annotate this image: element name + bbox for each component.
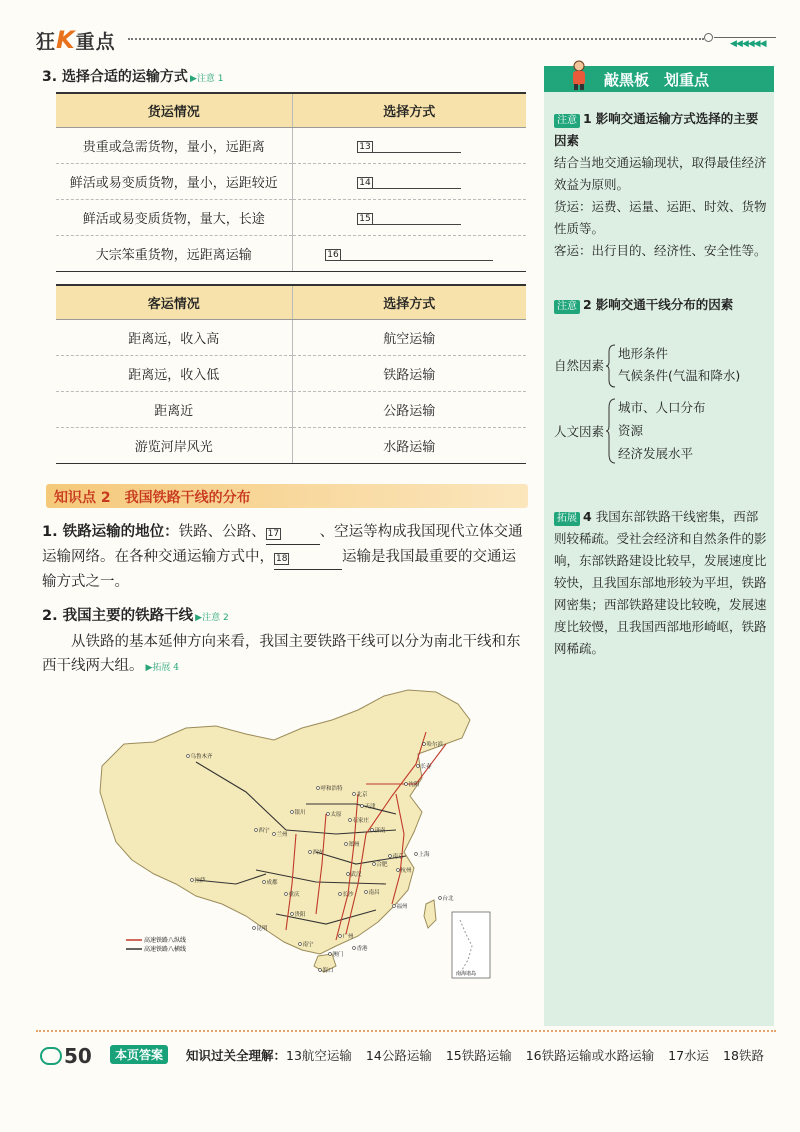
city-label: 南昌	[368, 890, 380, 896]
header-arrow-ornament: ◀◀◀◀◀◀	[730, 39, 766, 49]
railway-groups-paragraph: 从铁路的基本延伸方向来看，我国主要铁路干线可以分为南北干线和东西干线两大组。 ▶拓展 4	[42, 634, 521, 674]
city-label: 香港	[356, 946, 368, 952]
city-marker	[339, 893, 342, 896]
note-2-tag: 注意	[554, 300, 580, 314]
city-marker	[347, 873, 350, 876]
answers-tag: 本页答案	[110, 1045, 168, 1064]
page-number: 50	[40, 1044, 92, 1068]
city-marker	[373, 863, 376, 866]
city-marker	[291, 913, 294, 916]
note-1-link[interactable]: ▶注意 1	[189, 74, 224, 84]
passenger-situation: 距离近	[56, 391, 292, 427]
city-label: 太原	[330, 812, 342, 818]
note-1-block: 注意 1 影响交通运输方式选择的主要因素 结合当地交通运输现状，取得最佳经济效益为原则。 货运：运费、运量、运距、时效、货物性质等。 客运：出行目的、经济性、安全性等。	[554, 111, 767, 258]
city-label: 昆明	[256, 926, 268, 932]
city-marker	[345, 843, 348, 846]
extension-4-tag: 拓展	[554, 512, 580, 526]
extension-4-block: 拓展 4 我国东部铁路干线密集，西部则较稀疏。受社会经济和自然条件的影响，东部铁路建设比较早，发展速度比较快，且我国东部地形较为平坦，铁路网密集；西部铁路建设比较晚，发展速度比较慢，且我国西部地形崎岖，铁路网稀疏。	[554, 509, 767, 656]
city-label: 武汉	[350, 872, 362, 878]
blank-18[interactable]: 18	[274, 545, 342, 570]
city-marker	[255, 829, 258, 832]
freight-choice-cell	[292, 163, 526, 199]
clock-icon	[40, 1047, 62, 1065]
passenger-choice: 水路运输	[292, 427, 526, 463]
city-label: 沈阳	[408, 782, 420, 788]
city-label: 重庆	[288, 892, 300, 898]
city-label: 拉萨	[194, 878, 206, 884]
city-marker	[319, 969, 322, 972]
header-solid-rule	[714, 37, 776, 38]
city-label: 合肥	[376, 862, 388, 868]
passenger-row	[56, 319, 526, 355]
city-marker	[285, 893, 288, 896]
header-dotted-rule	[128, 38, 704, 40]
brace-icon	[606, 398, 616, 464]
city-label: 福州	[396, 904, 408, 910]
brand-logo: 狂K重点	[36, 26, 116, 54]
answer-item: 13航空运输	[286, 1048, 352, 1063]
freight-situation: 鲜活或易变质货物，量小，运距较近	[56, 163, 292, 199]
freight-situation: 贵重或急需货物，量小，远距离	[56, 127, 292, 163]
answer-item: 17水运	[668, 1048, 710, 1063]
city-marker	[309, 851, 312, 854]
passenger-choice: 铁路运输	[292, 355, 526, 391]
freight-table	[56, 92, 526, 272]
city-label: 西宁	[258, 828, 270, 834]
city-label: 银川	[294, 810, 306, 816]
header-circle-ornament	[704, 33, 713, 42]
legend-vertical: 高速铁路八纵线	[144, 937, 187, 944]
city-marker	[353, 793, 356, 796]
city-marker	[361, 805, 364, 808]
freight-situation: 大宗笨重货物，远距离运输	[56, 235, 292, 271]
inset-label: 南海诸岛	[456, 971, 477, 977]
answers-text: 知识过关全理解：13航空运输 14公路运输 15铁路运输 16铁路运输或水路运输 17水运 18铁路	[186, 1048, 764, 1063]
passenger-choice: 航空运输	[292, 319, 526, 355]
city-marker	[439, 897, 442, 900]
brace-icon	[606, 344, 616, 388]
city-marker	[423, 743, 426, 746]
note-1-tag: 注意	[554, 114, 580, 128]
china-railway-map	[96, 684, 496, 984]
city-marker	[349, 819, 352, 822]
freight-situation: 鲜活或易变质货物，量大，长途	[56, 199, 292, 235]
key-points-panel: 敲黑板 划重点 注意 1 影响交通运输方式选择的主要因素 结合当地交通运输现状，取得最佳经济效益为原则。 货运：运费、运量、运距、时效、货物性质等。 客运：出行目的、经济性、安全性等。 注意 2 影响交通干线分布的因素 自然因素 地形条件 气候条件(气温和降水) 人文因素 城市、人口分布 资源 经济发展水平 拓展 4 我国东部铁路干线密集，西部则较稀疏。受社会经济和自然条件的影响，东部铁路建设比较早，发展速度比较快，且我国东部地形较为平坦，铁路网密集；西部铁路建设比较晚，发展速度比较慢，且我国西部地形崎岖，铁路网稀疏。	[544, 66, 774, 1026]
answer-blank[interactable]: 13	[357, 138, 461, 153]
city-label: 乌鲁木齐	[190, 754, 213, 760]
city-marker	[405, 783, 408, 786]
section-3-title: 3. 选择合适的运输方式 ▶注意 1	[42, 69, 224, 85]
answer-blank[interactable]: 16	[325, 246, 493, 261]
note-2-block: 注意 2 影响交通干线分布的因素	[554, 294, 770, 316]
passenger-choice: 公路运输	[292, 391, 526, 427]
blank-17[interactable]: 17	[266, 520, 320, 545]
passenger-situation: 距离远，收入低	[56, 355, 292, 391]
city-marker	[253, 927, 256, 930]
freight-row	[56, 235, 526, 271]
freight-row	[56, 127, 526, 163]
city-label: 长沙	[342, 892, 354, 898]
city-label: 杭州	[400, 868, 412, 874]
passenger-table	[56, 284, 526, 464]
answer-item: 16铁路运输或水路运输	[525, 1048, 655, 1063]
city-label: 哈尔滨	[426, 742, 444, 748]
city-label: 长春	[420, 764, 432, 770]
city-marker	[417, 765, 420, 768]
city-marker	[371, 829, 374, 832]
city-marker	[329, 953, 332, 956]
city-label: 广州	[342, 934, 354, 940]
city-label: 郑州	[348, 842, 360, 848]
city-label: 兰州	[276, 832, 288, 838]
passenger-header-choice: 选择方式	[292, 285, 526, 319]
note-2-link[interactable]: ▶注意 2	[195, 613, 229, 623]
extension-4-link[interactable]: ▶拓展 4	[145, 663, 180, 673]
city-label: 天津	[364, 804, 376, 810]
freight-header-situation: 货运情况	[56, 93, 292, 127]
main-railways-title: 2. 我国主要的铁路干线 ▶注意 2	[42, 608, 229, 624]
passenger-row	[56, 355, 526, 391]
freight-choice-cell	[292, 235, 526, 271]
answer-item: 15铁路运输	[445, 1048, 512, 1063]
city-marker	[397, 869, 400, 872]
city-label: 贵阳	[294, 912, 306, 918]
city-marker	[273, 833, 276, 836]
answer-blank[interactable]: 15	[357, 210, 461, 225]
city-label: 西安	[312, 850, 324, 856]
city-marker	[263, 881, 266, 884]
city-label: 成都	[266, 880, 278, 886]
answer-blank[interactable]: 14	[357, 174, 461, 189]
passenger-situation: 游览河岸风光	[56, 427, 292, 463]
city-label: 呼和浩特	[320, 786, 343, 792]
city-label: 澳门	[332, 952, 344, 958]
south-china-sea-inset	[452, 912, 490, 978]
freight-header-choice: 选择方式	[292, 93, 526, 127]
passenger-row	[56, 427, 526, 463]
city-label: 南宁	[302, 942, 314, 948]
page-answers-bar	[36, 1030, 776, 1120]
taiwan-island	[424, 900, 436, 928]
city-marker	[191, 879, 194, 882]
city-marker	[339, 935, 342, 938]
city-label: 海口	[322, 968, 334, 974]
railway-status-paragraph: 1. 铁路运输的地位：铁路、公路、 17 、空运等构成我国现代立体交通运输网络。在各种交通运输方式中， 18 运输是我国最重要的交通运输方式之一。	[42, 520, 528, 594]
freight-row	[56, 199, 526, 235]
city-label: 台北	[442, 896, 454, 902]
knowledge-point-2-title: 知识点 2 我国铁路干线的分布	[54, 490, 251, 506]
city-marker	[187, 755, 190, 758]
map-legend	[126, 936, 186, 953]
city-label: 上海	[418, 852, 430, 858]
freight-row	[56, 163, 526, 199]
city-label: 济南	[374, 828, 386, 834]
city-marker	[291, 811, 294, 814]
city-marker	[299, 943, 302, 946]
city-marker	[389, 855, 392, 858]
passenger-situation: 距离远，收入高	[56, 319, 292, 355]
city-marker	[415, 853, 418, 856]
page-header	[36, 26, 776, 54]
panel-header	[544, 66, 774, 92]
city-marker	[317, 787, 320, 790]
city-marker	[393, 905, 396, 908]
city-marker	[353, 947, 356, 950]
china-land-shape	[100, 690, 470, 954]
city-label: 北京	[356, 792, 368, 798]
legend-horizontal: 高速铁路八横线	[144, 946, 187, 953]
city-label: 南京	[392, 854, 404, 860]
teacher-icon	[568, 60, 590, 90]
city-marker	[365, 891, 368, 894]
freight-choice-cell	[292, 127, 526, 163]
panel-title: 敲黑板 划重点	[604, 71, 710, 89]
answer-item: 18铁路	[723, 1048, 764, 1063]
freight-choice-cell	[292, 199, 526, 235]
passenger-header-situation: 客运情况	[56, 285, 292, 319]
passenger-row	[56, 391, 526, 427]
knowledge-point-2-bar	[46, 484, 528, 508]
city-label: 石家庄	[352, 818, 370, 824]
city-marker	[327, 813, 330, 816]
answer-item: 14公路运输	[365, 1048, 432, 1063]
